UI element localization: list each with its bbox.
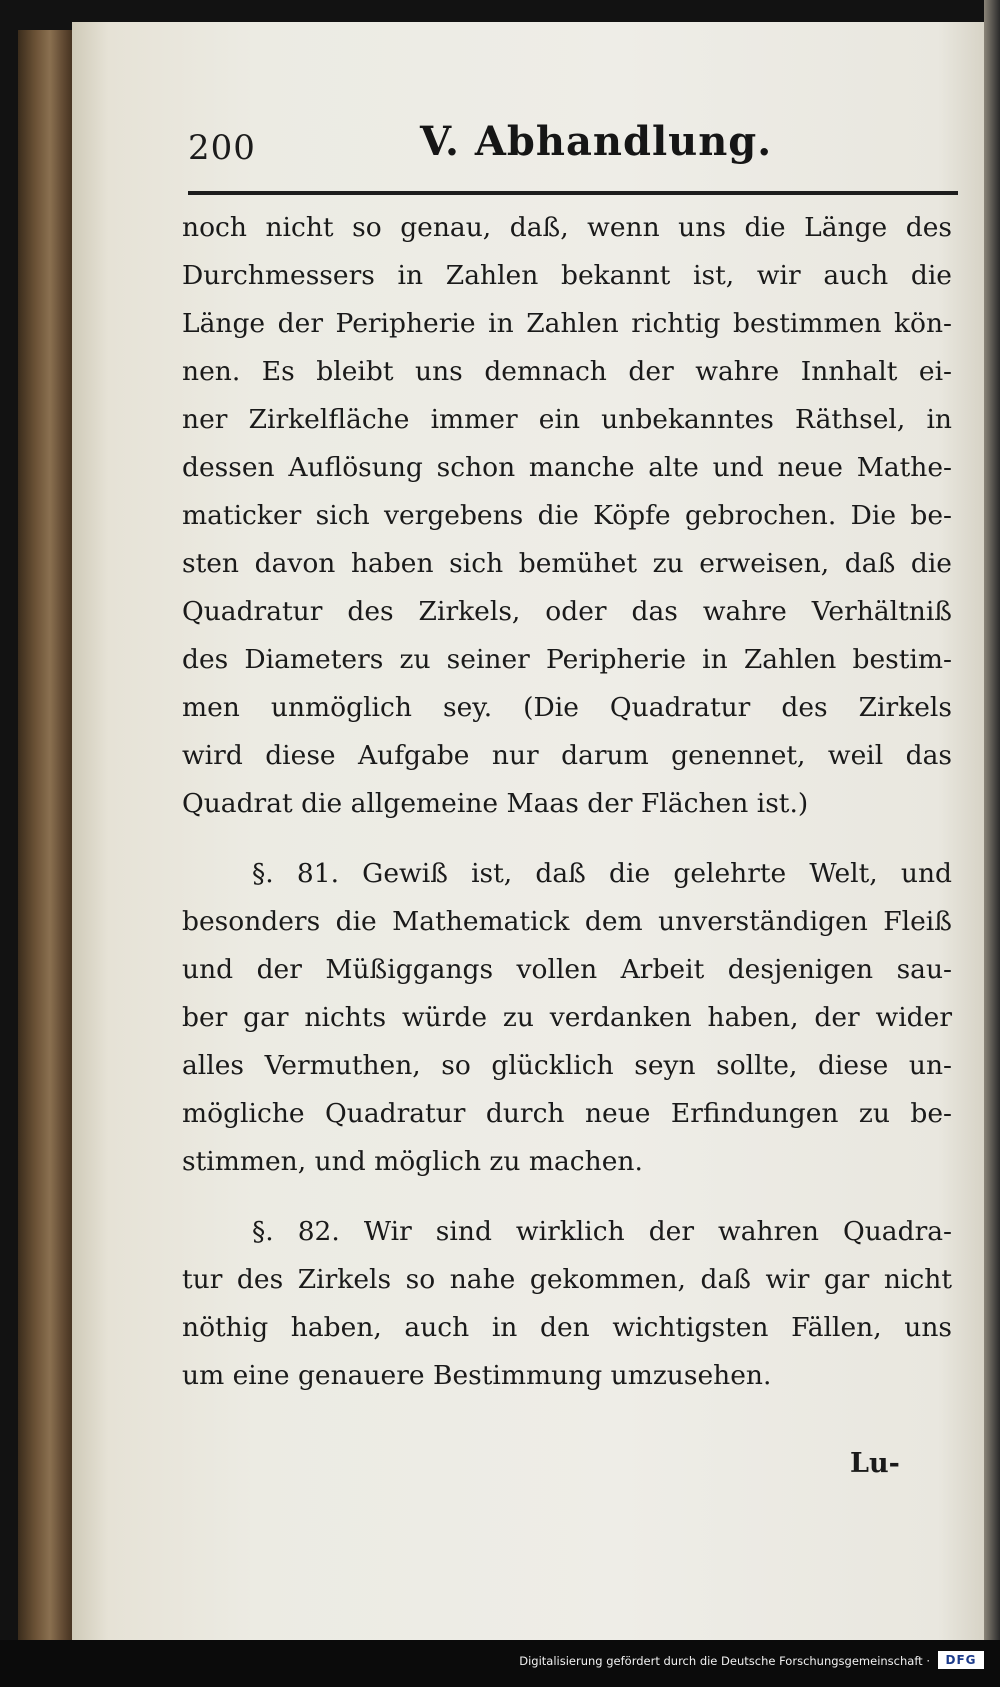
text-line: und der Müßiggangs vollen Arbeit desjenigen sau- — [182, 954, 952, 985]
text-line: alles Vermuthen, so glücklich seyn sollte, diese un- — [182, 1050, 952, 1081]
dfg-logo-icon: DFG — [938, 1651, 984, 1669]
text-line: maticker sich vergebens die Köpfe gebrochen. Die be- — [182, 500, 952, 531]
page-edge — [984, 0, 1000, 1640]
text-line: Durchmessers in Zahlen bekannt ist, wir auch die — [182, 260, 952, 291]
text-line: nen. Es bleibt uns demnach der wahre Innhalt ei- — [182, 356, 952, 387]
catchword: Lu- — [850, 1448, 900, 1479]
text-line: um eine genauere Bestimmung umzusehen. — [182, 1360, 772, 1391]
text-line: §. 82. Wir sind wirklich der wahren Quadra- — [252, 1216, 952, 1247]
paragraph-gap — [182, 1186, 952, 1208]
text-line: Quadrat die allgemeine Maas der Flächen ist.) — [182, 788, 809, 819]
paragraph — [182, 850, 952, 1186]
paragraph — [182, 1208, 952, 1400]
page-header — [188, 110, 958, 180]
digitization-credit: Digitalisierung gefördert durch die Deutsche Forschungsgemeinschaft · — [519, 1654, 930, 1668]
text-line: nöthig haben, auch in den wichtigsten Fällen, uns — [182, 1312, 952, 1343]
text-line: ber gar nichts würde zu verdanken haben, der wider — [182, 1002, 952, 1033]
header-rule — [188, 191, 958, 195]
text-line: noch nicht so genau, daß, wenn uns die Länge des — [182, 212, 952, 243]
text-line: wird diese Aufgabe nur darum genennet, weil das — [182, 740, 952, 771]
text-line: tur des Zirkels so nahe gekommen, daß wir gar nicht — [182, 1264, 952, 1295]
book-spine — [18, 30, 76, 1640]
text-line: Länge der Peripherie in Zahlen richtig bestimmen kön- — [182, 308, 952, 339]
page-number: 200 — [188, 128, 256, 168]
text-line: mögliche Quadratur durch neue Erfindungen zu be- — [182, 1098, 952, 1129]
text-line: sten davon haben sich bemühet zu erweisen, daß die — [182, 548, 952, 579]
text-line: §. 81. Gewiß ist, daß die gelehrte Welt, und — [252, 858, 952, 889]
text-line: stimmen, und möglich zu machen. — [182, 1146, 643, 1177]
text-line: des Diameters zu seiner Peripherie in Zahlen bestim- — [182, 644, 952, 675]
body-text — [182, 204, 952, 1400]
text-line: dessen Auflösung schon manche alte und neue Mathe- — [182, 452, 952, 483]
text-line: Quadratur des Zirkels, oder das wahre Verhältniß — [182, 596, 952, 627]
text-line: men unmöglich sey. (Die Quadratur des Zirkels — [182, 692, 952, 723]
text-line: ner Zirkelfläche immer ein unbekanntes Räthsel, in — [182, 404, 952, 435]
paragraph-gap — [182, 828, 952, 850]
paragraph — [182, 204, 952, 828]
text-line: besonders die Mathematick dem unverständigen Fleiß — [182, 906, 952, 937]
running-title: V. Abhandlung. — [420, 118, 773, 165]
